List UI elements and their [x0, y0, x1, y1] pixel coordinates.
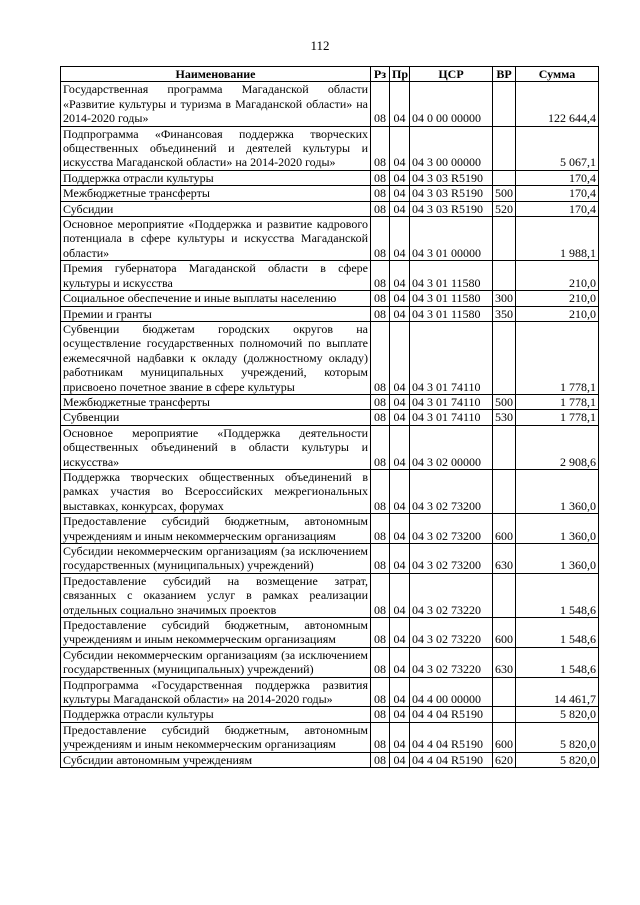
- row-sum: 170,4: [516, 170, 599, 185]
- table-row: [61, 544, 599, 574]
- table-row: [61, 201, 599, 216]
- table-row: [61, 469, 599, 513]
- row-rz: 08: [371, 217, 390, 261]
- table-body: [61, 82, 599, 768]
- row-sum: 1 548,6: [516, 573, 599, 617]
- row-pr: 04: [390, 291, 410, 306]
- row-vr: 600: [493, 722, 516, 752]
- row-sum: 210,0: [516, 291, 599, 306]
- row-csr: 04 3 01 74110: [410, 394, 493, 409]
- row-vr: 500: [493, 394, 516, 409]
- row-csr: 04 3 01 00000: [410, 217, 493, 261]
- row-vr: 500: [493, 186, 516, 201]
- row-pr: 04: [390, 410, 410, 425]
- header-csr: ЦСР: [410, 67, 493, 82]
- header-pr: Пр: [390, 67, 410, 82]
- row-rz: 08: [371, 514, 390, 544]
- row-sum: 170,4: [516, 186, 599, 201]
- row-name: Подпрограмма «Финансовая поддержка творческих общественных объединений и деятелей культуры и искусства Магаданской области» на 2014-2020 годы»: [61, 126, 371, 170]
- row-vr: 530: [493, 410, 516, 425]
- row-pr: 04: [390, 722, 410, 752]
- row-csr: 04 3 03 R5190: [410, 170, 493, 185]
- row-csr: 04 3 01 11580: [410, 306, 493, 321]
- row-name: Субсидии некоммерческим организациям (за исключением государственных (муниципальных) учреждений): [61, 544, 371, 574]
- row-vr: 350: [493, 306, 516, 321]
- row-csr: 04 3 03 R5190: [410, 201, 493, 216]
- row-rz: 08: [371, 186, 390, 201]
- row-name: Поддержка отрасли культуры: [61, 707, 371, 722]
- row-vr: 630: [493, 647, 516, 677]
- row-rz: 08: [371, 722, 390, 752]
- table-row: [61, 573, 599, 617]
- row-csr: 04 3 02 73220: [410, 573, 493, 617]
- row-vr: 600: [493, 514, 516, 544]
- row-sum: 1 360,0: [516, 544, 599, 574]
- row-sum: 1 778,1: [516, 410, 599, 425]
- row-csr: 04 3 00 00000: [410, 126, 493, 170]
- row-name: Субвенции бюджетам городских округов на осуществление государственных полномочий по выплате ежемесячной надбавки к окладу (должностному окладу) работникам муниципальных учреждений, которым присвоено почетное звание в сфере культуры: [61, 321, 371, 394]
- row-rz: 08: [371, 201, 390, 216]
- row-name: Предоставление субсидий бюджетным, автономным учреждениям и иным некоммерческим организациям: [61, 618, 371, 648]
- header-rz: Рз: [371, 67, 390, 82]
- table-header-row: [61, 67, 599, 82]
- row-vr: 520: [493, 201, 516, 216]
- row-pr: 04: [390, 261, 410, 291]
- row-name: Поддержка творческих общественных объединений в рамках участия во Всероссийских межрегиональных выставках, конкурсах, форумах: [61, 469, 371, 513]
- row-sum: 1 778,1: [516, 321, 599, 394]
- row-name: Субсидии: [61, 201, 371, 216]
- row-rz: 08: [371, 707, 390, 722]
- row-name: Премии и гранты: [61, 306, 371, 321]
- row-name: Предоставление субсидий бюджетным, автономным учреждениям и иным некоммерческим организациям: [61, 514, 371, 544]
- table-row: [61, 722, 599, 752]
- row-rz: 08: [371, 647, 390, 677]
- row-rz: 08: [371, 261, 390, 291]
- row-vr: [493, 677, 516, 707]
- row-sum: 170,4: [516, 201, 599, 216]
- row-vr: [493, 82, 516, 126]
- table-row: [61, 707, 599, 722]
- row-csr: 04 3 03 R5190: [410, 186, 493, 201]
- row-name: Государственная программа Магаданской области «Развитие культуры и туризма в Магаданской области» на 2014-2020 годы»: [61, 82, 371, 126]
- header-name: Наименование: [61, 67, 371, 82]
- table-row: [61, 514, 599, 544]
- row-rz: 08: [371, 170, 390, 185]
- row-rz: 08: [371, 425, 390, 469]
- row-name: Межбюджетные трансферты: [61, 394, 371, 409]
- row-rz: 08: [371, 82, 390, 126]
- row-csr: 04 0 00 00000: [410, 82, 493, 126]
- row-sum: 5 067,1: [516, 126, 599, 170]
- row-sum: 1 548,6: [516, 647, 599, 677]
- row-pr: 04: [390, 321, 410, 394]
- row-name: Основное мероприятие «Поддержка и развитие кадрового потенциала в сфере культуры и искусства Магаданской области»: [61, 217, 371, 261]
- row-rz: 08: [371, 306, 390, 321]
- table-row: [61, 677, 599, 707]
- row-pr: 04: [390, 170, 410, 185]
- row-vr: 620: [493, 752, 516, 767]
- row-pr: 04: [390, 573, 410, 617]
- row-sum: 5 820,0: [516, 752, 599, 767]
- row-name: Социальное обеспечение и иные выплаты населению: [61, 291, 371, 306]
- table-row: [61, 126, 599, 170]
- budget-table: [60, 66, 599, 768]
- row-vr: [493, 170, 516, 185]
- row-csr: 04 4 04 R5190: [410, 707, 493, 722]
- row-pr: 04: [390, 677, 410, 707]
- row-pr: 04: [390, 425, 410, 469]
- header-vr: ВР: [493, 67, 516, 82]
- table-row: [61, 394, 599, 409]
- row-name: Предоставление субсидий бюджетным, автономным учреждениям и иным некоммерческим организациям: [61, 722, 371, 752]
- row-name: Основное мероприятие «Поддержка деятельности общественных объединений в области культуры и искусства»: [61, 425, 371, 469]
- row-sum: 1 548,6: [516, 618, 599, 648]
- row-name: Премия губернатора Магаданской области в сфере культуры и искусства: [61, 261, 371, 291]
- table-row: [61, 217, 599, 261]
- row-pr: 04: [390, 306, 410, 321]
- row-csr: 04 3 02 73200: [410, 469, 493, 513]
- row-name: Субсидии некоммерческим организациям (за исключением государственных (муниципальных) учреждений): [61, 647, 371, 677]
- row-name: Подпрограмма «Государственная поддержка развития культуры Магаданской области» на 2014-2020 годы»: [61, 677, 371, 707]
- table-row: [61, 82, 599, 126]
- row-pr: 04: [390, 647, 410, 677]
- table-row: [61, 618, 599, 648]
- row-pr: 04: [390, 544, 410, 574]
- row-vr: [493, 469, 516, 513]
- row-csr: 04 4 00 00000: [410, 677, 493, 707]
- table-row: [61, 291, 599, 306]
- row-sum: 122 644,4: [516, 82, 599, 126]
- table-row: [61, 752, 599, 767]
- row-rz: 08: [371, 618, 390, 648]
- row-vr: [493, 126, 516, 170]
- row-pr: 04: [390, 217, 410, 261]
- row-csr: 04 3 01 11580: [410, 291, 493, 306]
- row-rz: 08: [371, 544, 390, 574]
- row-pr: 04: [390, 394, 410, 409]
- table-row: [61, 647, 599, 677]
- row-vr: [493, 261, 516, 291]
- row-pr: 04: [390, 201, 410, 216]
- row-sum: 1 360,0: [516, 469, 599, 513]
- row-name: Субсидии автономным учреждениям: [61, 752, 371, 767]
- table-row: [61, 321, 599, 394]
- row-csr: 04 3 02 73200: [410, 544, 493, 574]
- row-pr: 04: [390, 514, 410, 544]
- page-number: 112: [310, 38, 330, 53]
- row-vr: [493, 707, 516, 722]
- row-pr: 04: [390, 618, 410, 648]
- row-csr: 04 3 02 73220: [410, 618, 493, 648]
- row-rz: 08: [371, 573, 390, 617]
- table-row: [61, 261, 599, 291]
- row-csr: 04 3 02 73200: [410, 514, 493, 544]
- row-sum: 2 908,6: [516, 425, 599, 469]
- table-row: [61, 425, 599, 469]
- row-name: Предоставление субсидий на возмещение затрат, связанных с оказанием услуг в рамках реализации отдельных социально значимых проектов: [61, 573, 371, 617]
- row-vr: [493, 217, 516, 261]
- row-rz: 08: [371, 126, 390, 170]
- row-name: Субвенции: [61, 410, 371, 425]
- row-vr: [493, 425, 516, 469]
- row-sum: 210,0: [516, 306, 599, 321]
- row-rz: 08: [371, 291, 390, 306]
- header-sum: Сумма: [516, 67, 599, 82]
- row-sum: 14 461,7: [516, 677, 599, 707]
- row-sum: 210,0: [516, 261, 599, 291]
- row-rz: 08: [371, 469, 390, 513]
- row-name: Межбюджетные трансферты: [61, 186, 371, 201]
- row-rz: 08: [371, 321, 390, 394]
- row-vr: [493, 321, 516, 394]
- row-csr: 04 3 01 74110: [410, 321, 493, 394]
- row-csr: 04 3 02 00000: [410, 425, 493, 469]
- row-vr: 600: [493, 618, 516, 648]
- row-pr: 04: [390, 469, 410, 513]
- row-sum: 1 778,1: [516, 394, 599, 409]
- row-csr: 04 4 04 R5190: [410, 752, 493, 767]
- row-csr: 04 3 01 11580: [410, 261, 493, 291]
- row-pr: 04: [390, 82, 410, 126]
- row-pr: 04: [390, 752, 410, 767]
- row-vr: 300: [493, 291, 516, 306]
- table-row: [61, 410, 599, 425]
- row-csr: 04 4 04 R5190: [410, 722, 493, 752]
- row-csr: 04 3 02 73220: [410, 647, 493, 677]
- row-name: Поддержка отрасли культуры: [61, 170, 371, 185]
- row-sum: 5 820,0: [516, 707, 599, 722]
- table-row: [61, 306, 599, 321]
- row-sum: 1 988,1: [516, 217, 599, 261]
- row-pr: 04: [390, 186, 410, 201]
- row-rz: 08: [371, 677, 390, 707]
- row-sum: 5 820,0: [516, 722, 599, 752]
- row-rz: 08: [371, 394, 390, 409]
- row-rz: 08: [371, 752, 390, 767]
- row-sum: 1 360,0: [516, 514, 599, 544]
- row-csr: 04 3 01 74110: [410, 410, 493, 425]
- table-row: [61, 170, 599, 185]
- row-pr: 04: [390, 707, 410, 722]
- row-rz: 08: [371, 410, 390, 425]
- row-vr: [493, 573, 516, 617]
- table-row: [61, 186, 599, 201]
- row-pr: 04: [390, 126, 410, 170]
- row-vr: 630: [493, 544, 516, 574]
